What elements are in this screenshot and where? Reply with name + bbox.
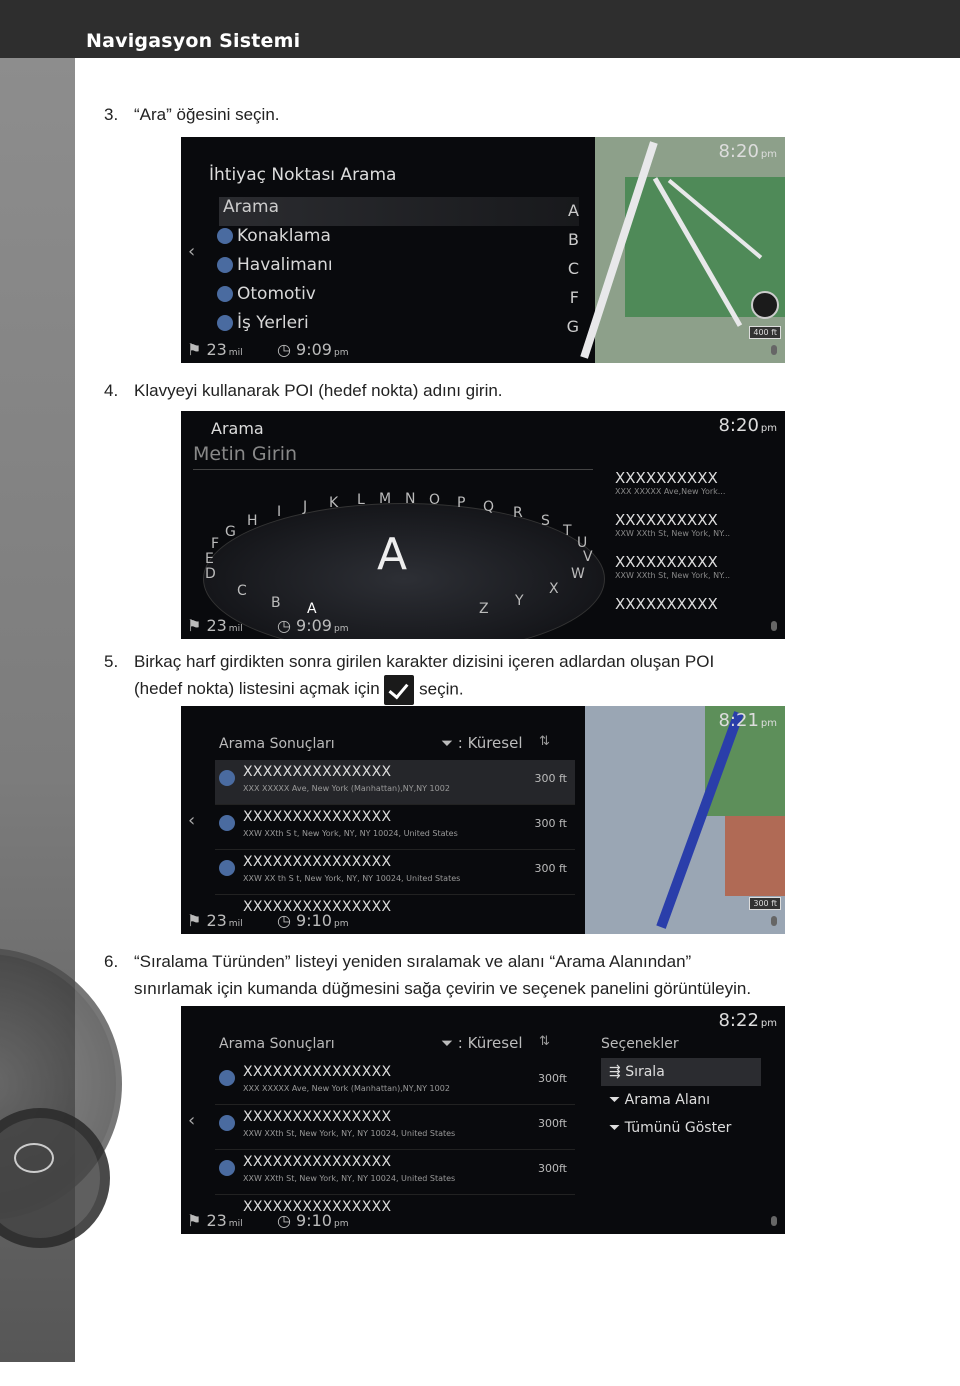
page-number: 5-34 — [6, 1358, 55, 1385]
poi-icon — [219, 860, 235, 876]
back-chevron-icon[interactable]: ‹ — [188, 810, 196, 831]
filter-button[interactable]: ⏷ : Küresel — [441, 734, 523, 752]
bluetooth-icon — [771, 621, 777, 631]
bluetooth-icon — [771, 1216, 777, 1226]
filter-clear-icon: ⏷ — [609, 1120, 625, 1136]
check-icon — [384, 675, 414, 705]
back-chevron-icon[interactable]: ‹ — [188, 241, 196, 262]
step-text: “Ara” öğesini seçin. — [134, 105, 280, 124]
step-number: 3. — [104, 105, 119, 124]
table-row[interactable]: XXXXXXXXXXXXXXX XXX XXXXX Ave, New York (Manhattan),NY,NY 1002 300ft — [215, 1060, 575, 1105]
list-item[interactable]: XXXXXXXXXX XXW XXth St, New York, NY... — [615, 553, 731, 580]
results-list — [215, 1060, 575, 1234]
poi-icon — [219, 770, 235, 786]
clock: 8:22 pm — [718, 1010, 777, 1031]
option-show-all[interactable]: ⏷ Tümünü Göster — [609, 1120, 732, 1136]
list-item[interactable]: XXXXXXXXXX XXX XXXXX Ave,New York... — [615, 469, 726, 496]
screen-title: Arama Sonuçları — [219, 736, 335, 752]
results-list — [215, 760, 575, 934]
poi-icon — [219, 1115, 235, 1131]
car-icon — [217, 286, 233, 302]
step-4: 4. Klavyeyi kullanarak POI (hedef nokta) adını girin. — [104, 381, 503, 400]
hotel-icon — [217, 228, 233, 244]
list-item-is-yerleri[interactable]: İş Yerleri G — [219, 313, 579, 342]
list-item-otomotiv[interactable]: Otomotiv F — [219, 284, 579, 313]
trip-info: ⚑ 23 mil ◷ 9:09 pm — [187, 340, 349, 359]
filter-icon: ⏷ — [609, 1092, 625, 1108]
screen-search-results — [181, 706, 785, 934]
poi-icon — [219, 1160, 235, 1176]
bluetooth-icon — [771, 916, 777, 926]
list-item[interactable]: XXXXXXXXXX XXW XXth St, New York, NY... — [615, 511, 731, 538]
screen-poi-search — [181, 137, 785, 363]
screen-title: Arama — [211, 419, 264, 438]
step-3 — [104, 101, 280, 128]
selected-letter: A — [377, 529, 408, 580]
list-item[interactable]: XXXXXXXXXX — [615, 595, 718, 613]
trip-info: ⚑ 23 mil ◷ 9:10 pm — [187, 911, 349, 930]
screen-keyboard: 8:20 pm Arama Metin Girin A D E F G H I J K L M N O P Q R S T U V W X Y Z B C A XXXXXXXXXX XXX XXXXX Ave,New York... XXXXXXXXXX XXW XXth St, New York, NY... XXXXXXXXXX XXW XXth St, New York, NY... XXXXXXXXXX ⚑ 23 mil ◷ 9:09 pm — [181, 411, 785, 639]
option-search-area[interactable]: ⏷ Arama Alanı — [609, 1092, 711, 1108]
list-item-havalimani[interactable]: Havalimanı C — [219, 255, 579, 284]
table-row[interactable]: XXXXXXXXXXXXXXX XXW XX th S t, New York, NY, NY 10024, United States 300 ft — [215, 850, 575, 895]
clock: 8:21 pm — [718, 710, 777, 731]
page-header — [0, 0, 960, 58]
screen-options-panel — [181, 1006, 785, 1234]
options-title: Seçenekler — [601, 1036, 679, 1052]
poi-icon — [219, 815, 235, 831]
filter-icon: ⏷ — [441, 1034, 454, 1052]
table-row[interactable]: XXXXXXXXXXXXXXX XXW XXth St, New York, NY, NY 10024, United States 300ft — [215, 1150, 575, 1195]
logo-icon — [14, 1143, 54, 1173]
step-6: 6. “Sıralama Türünden” listeyi yeniden sıralamak ve alanı “Arama Alanından” sınırlamak için kumanda düğmesini sağa çevirin ve seçenek panelini görüntüleyin. — [104, 952, 752, 998]
table-row[interactable]: XXXXXXXXXXXXXXX XXW XXth S t, New York, NY, NY 10024, United States 300 ft — [215, 805, 575, 850]
screen-title: İhtiyaç Noktası Arama — [209, 165, 397, 185]
category-list — [219, 197, 579, 342]
options-panel — [601, 1036, 761, 1142]
filter-icon: ⏷ — [441, 734, 454, 752]
suggestion-list — [615, 469, 765, 637]
list-item-konaklama[interactable]: Konaklama B — [219, 226, 579, 255]
table-row[interactable]: XXXXXXXXXXXXXXX — [215, 1195, 575, 1234]
list-item-arama[interactable]: Arama A — [219, 197, 579, 226]
screen-title: Arama Sonuçları — [219, 1036, 335, 1052]
compass-icon[interactable] — [751, 291, 779, 319]
trip-info: ⚑ 23 mil ◷ 9:10 pm — [187, 1211, 349, 1230]
map-view[interactable] — [595, 137, 785, 363]
side-bar — [0, 58, 75, 1385]
map-view[interactable] — [585, 706, 785, 934]
trip-info: ⚑ 23 mil ◷ 9:09 pm — [187, 616, 349, 635]
map-scale: 400 ft — [749, 326, 781, 339]
sort-icon[interactable]: ⇅ — [539, 1034, 550, 1049]
briefcase-icon — [217, 315, 233, 331]
option-sort[interactable]: ⇶ Sırala — [601, 1058, 761, 1086]
back-chevron-icon[interactable]: ‹ — [188, 1110, 196, 1131]
clock: 8:20 pm — [718, 415, 777, 436]
sort-icon: ⇶ — [609, 1064, 626, 1080]
bluetooth-icon — [771, 345, 777, 355]
table-row[interactable]: XXXXXXXXXXXXXXX XXW XXth St, New York, NY, NY 10024, United States 300ft — [215, 1105, 575, 1150]
step-5: 5. Birkaç harf girdikten sonra girilen karakter dizisini içeren adlardan oluşan POI (hedef nokta) listesini açmak için seçin. — [104, 648, 714, 705]
airport-icon — [217, 257, 233, 273]
search-input[interactable]: Metin Girin — [193, 443, 593, 470]
clock: 8:20 pm — [718, 141, 777, 162]
table-row[interactable]: XXXXXXXXXXXXXXX XXX XXXXX Ave, New York (Manhattan),NY,NY 1002 300 ft — [215, 760, 575, 805]
sort-icon[interactable]: ⇅ — [539, 734, 550, 749]
map-scale: 300 ft — [749, 897, 781, 910]
table-row[interactable]: XXXXXXXXXXXXXXX — [215, 895, 575, 934]
header-title: Navigasyon Sistemi — [86, 30, 301, 52]
filter-button[interactable]: ⏷ : Küresel — [441, 1034, 523, 1052]
poi-icon — [219, 1070, 235, 1086]
